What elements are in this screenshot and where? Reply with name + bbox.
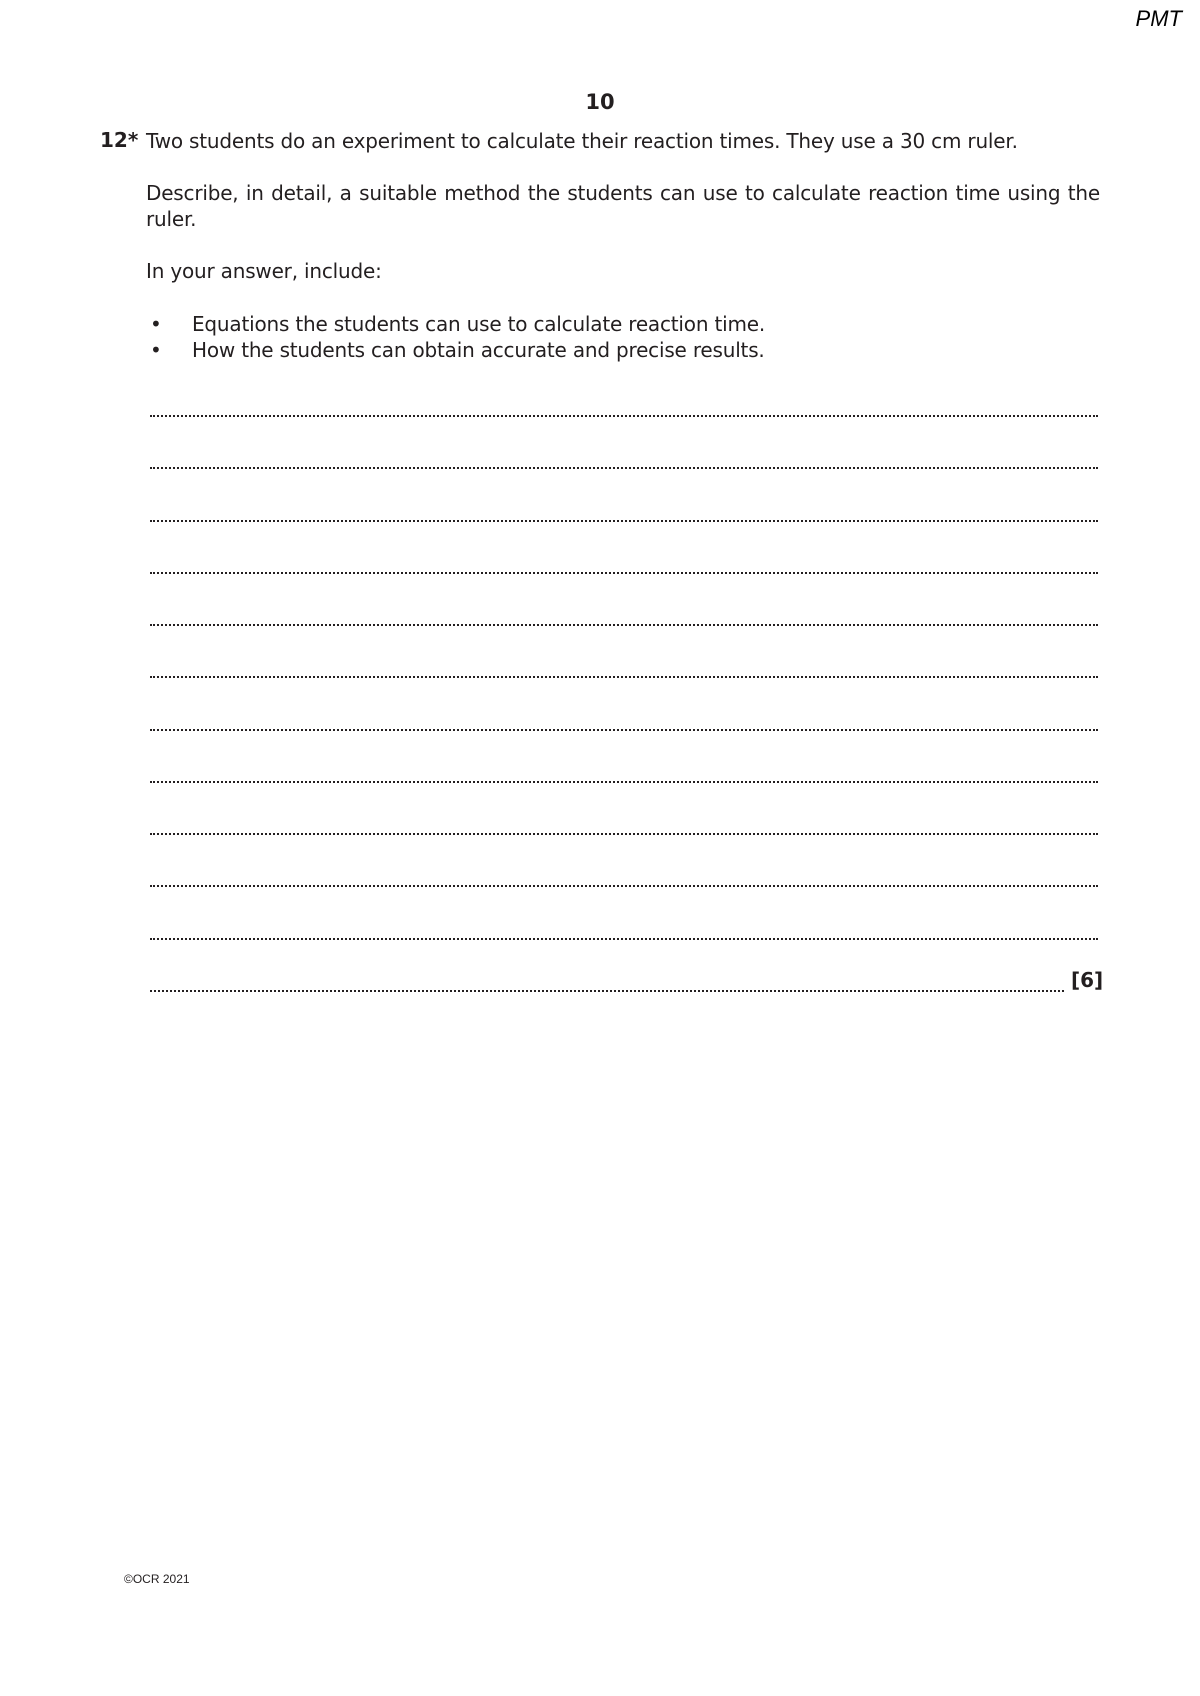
copyright-notice: ©OCR 2021 (124, 1572, 190, 1586)
answer-line-final[interactable] (150, 990, 1064, 992)
answer-line[interactable] (150, 833, 1098, 835)
answer-line[interactable] (150, 885, 1098, 887)
bullet-text: Equations the students can use to calculate reaction time. (192, 312, 765, 336)
bullet-text: How the students can obtain accurate and precise results. (192, 338, 765, 362)
question-intro: Two students do an experiment to calculate their reaction times. They use a 30 cm ruler. (146, 129, 1018, 153)
include-prompt: In your answer, include: (146, 259, 382, 283)
bullet-list (146, 311, 1100, 363)
answer-line[interactable] (150, 520, 1098, 522)
answer-line[interactable] (150, 467, 1098, 469)
answer-line[interactable] (150, 676, 1098, 678)
bullet-icon: • (150, 338, 162, 362)
answer-line[interactable] (150, 729, 1098, 731)
answer-line[interactable] (150, 624, 1098, 626)
question-number: 12* (100, 128, 139, 152)
question-instruction: Describe, in detail, a suitable method the students can use to calculate reaction time using the ruler. (146, 181, 1100, 231)
bullet-icon: • (150, 312, 162, 336)
answer-line[interactable] (150, 415, 1098, 417)
answer-line[interactable] (150, 572, 1098, 574)
page-number: 10 (585, 90, 615, 114)
bullet-item (146, 311, 1100, 337)
answer-line[interactable] (150, 938, 1098, 940)
bullet-item (146, 337, 1100, 363)
pmt-watermark: PMT (1135, 6, 1182, 31)
marks-allocation: [6] (1071, 968, 1104, 992)
answer-line[interactable] (150, 781, 1098, 783)
